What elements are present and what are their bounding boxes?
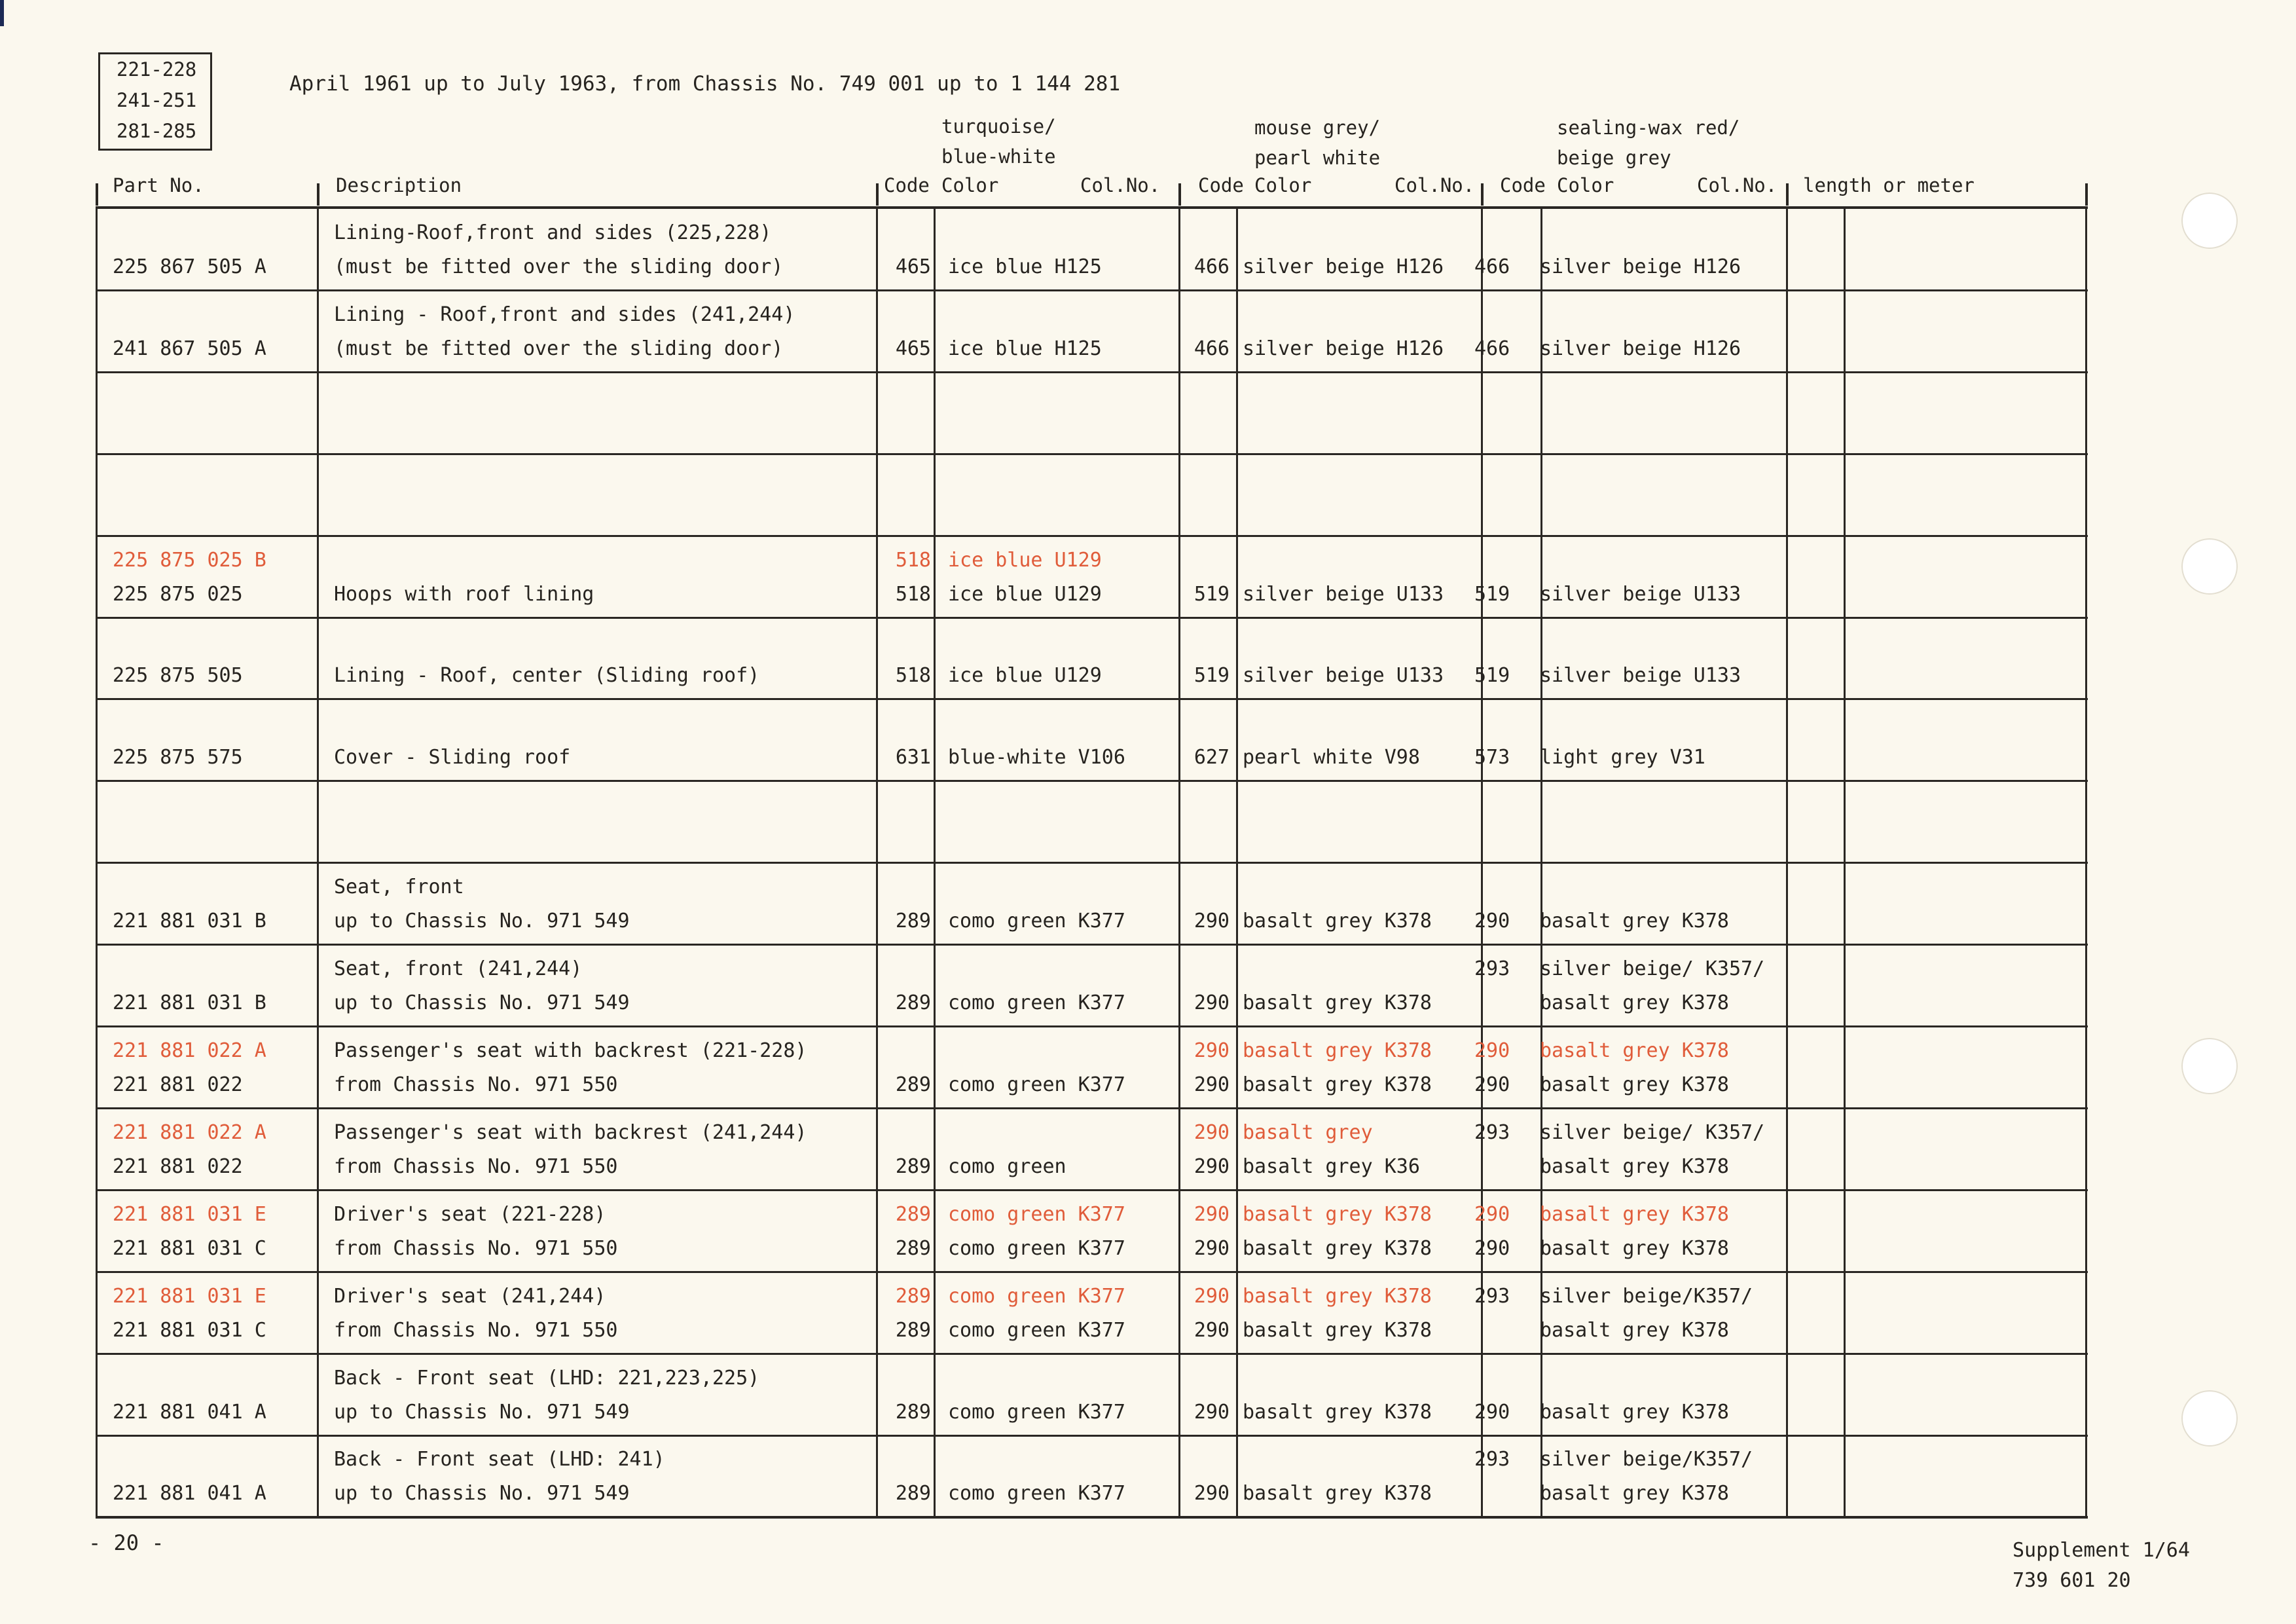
- part-number: 221 881 022: [113, 1073, 243, 1096]
- color-group-turquoise: [941, 111, 1056, 172]
- header-color-3: Color: [1557, 174, 1614, 196]
- part-description: Driver's seat (221-228): [334, 1202, 606, 1226]
- color-name-and-number: como green K377: [948, 910, 1125, 933]
- color-code-superseded: 290: [1194, 1202, 1230, 1226]
- color-name-superseded: basalt grey K378: [1243, 1202, 1432, 1226]
- color-code: 465: [895, 337, 931, 360]
- color-name-and-number: basalt grey K378: [1243, 1482, 1432, 1505]
- color-code: 519: [1474, 582, 1510, 606]
- part-description: Seat, front: [334, 876, 464, 899]
- part-number-superseded: 221 881 022 A: [113, 1039, 266, 1062]
- color-name-and-number: silver beige/ K357/: [1540, 1120, 1765, 1144]
- color-name-and-number: basalt grey K378: [1243, 910, 1432, 933]
- color-name-and-number: como green K377: [948, 1482, 1125, 1505]
- color-name-and-number: como green: [948, 1154, 1066, 1178]
- table-row-rule: [96, 1435, 2088, 1437]
- color-name-and-number: ice blue H125: [948, 337, 1102, 360]
- header-color-1: Color: [941, 174, 999, 196]
- color-name-and-number: silver beige H126: [1540, 255, 1741, 278]
- color-name-and-number: silver beige H126: [1243, 255, 1444, 278]
- color-name-and-number: basalt grey K378: [1540, 1154, 1729, 1178]
- color-name-and-number: ice blue U129: [948, 664, 1102, 688]
- table-row-rule: [96, 535, 2088, 537]
- table-row-rule: [96, 371, 2088, 373]
- color-code: 466: [1474, 337, 1510, 360]
- color-code: 290: [1194, 1236, 1230, 1260]
- model-number-box: [98, 52, 212, 151]
- color-code: 519: [1194, 582, 1230, 606]
- color-name-and-number: basalt grey K378: [1540, 910, 1729, 933]
- color-name-superseded: basalt grey K378: [1243, 1284, 1432, 1308]
- part-description: up to Chassis No. 971 549: [334, 1400, 630, 1424]
- part-number: 225 875 025: [113, 582, 243, 606]
- scan-edge-mark: [0, 0, 4, 26]
- color-name-superseded: basalt grey K378: [1540, 1039, 1729, 1062]
- part-description: from Chassis No. 971 550: [334, 1236, 618, 1260]
- part-number: 221 881 031 C: [113, 1236, 266, 1260]
- color-code: 290: [1474, 910, 1510, 933]
- color-group-sealing-wax-red: [1557, 113, 1740, 173]
- table-row-rule: [96, 862, 2088, 864]
- header-code-1: Code: [884, 174, 930, 196]
- color-code: 627: [1194, 746, 1230, 769]
- color-code: 289: [895, 1154, 931, 1178]
- catalog-number: 739 601 20: [2013, 1569, 2131, 1592]
- table-row-rule: [96, 289, 2088, 291]
- color-name-and-number: como green K377: [948, 1073, 1125, 1096]
- table-row-rule: [96, 1271, 2088, 1273]
- supplement-note: [2013, 1536, 2190, 1596]
- model-range-1: 221-228: [117, 58, 197, 81]
- color-code: 293: [1474, 1120, 1510, 1144]
- header-part-no: Part No.: [113, 174, 204, 196]
- color-name-and-number: como green K377: [948, 991, 1125, 1014]
- table-row-rule: [96, 1025, 2088, 1027]
- color-group-line: blue-white: [941, 145, 1056, 168]
- color-name-superseded: ice blue U129: [948, 548, 1102, 572]
- color-code: 290: [1194, 1154, 1230, 1178]
- part-description: Cover - Sliding roof: [334, 746, 571, 769]
- part-number: 221 881 031 B: [113, 991, 266, 1014]
- part-description: from Chassis No. 971 550: [334, 1073, 618, 1096]
- color-code: 290: [1194, 1073, 1230, 1096]
- color-code: 293: [1474, 1448, 1510, 1471]
- table-row-rule: [96, 944, 2088, 946]
- header-tick: [317, 183, 319, 206]
- part-description: (must be fitted over the sliding door): [334, 337, 784, 360]
- part-description: from Chassis No. 971 550: [334, 1318, 618, 1342]
- color-name-superseded: como green K377: [948, 1284, 1125, 1308]
- color-code: 290: [1194, 1482, 1230, 1505]
- header-tick: [1178, 183, 1181, 206]
- table-bottom-rule: [96, 1516, 2088, 1519]
- color-code-superseded: 290: [1194, 1039, 1230, 1062]
- color-code: 293: [1474, 957, 1510, 980]
- color-code: 289: [895, 910, 931, 933]
- header-tick: [1786, 183, 1789, 206]
- color-name-and-number: basalt grey K378: [1243, 1073, 1432, 1096]
- color-name-and-number: silver beige U133: [1540, 664, 1741, 688]
- color-group-line: sealing-wax red/: [1557, 117, 1740, 139]
- color-code: 289: [895, 1073, 931, 1096]
- color-code-superseded: 290: [1474, 1202, 1510, 1226]
- color-code: 290: [1194, 1400, 1230, 1424]
- color-name-and-number: silver beige/K357/: [1540, 1448, 1753, 1471]
- color-name-and-number: basalt grey K378: [1243, 991, 1432, 1014]
- header-tick: [1481, 183, 1484, 206]
- color-code: 466: [1474, 255, 1510, 278]
- color-name-and-number: pearl white V98: [1243, 746, 1420, 769]
- color-group-mouse-grey: [1254, 113, 1380, 173]
- part-number-superseded: 221 881 022 A: [113, 1120, 266, 1144]
- model-range-2: 241-251: [117, 89, 197, 111]
- header-code-3: Code: [1500, 174, 1546, 196]
- color-group-line: turquoise/: [941, 115, 1056, 138]
- part-number: 221 881 031 B: [113, 910, 266, 933]
- color-code-superseded: 289: [895, 1202, 931, 1226]
- color-code: 290: [1474, 1236, 1510, 1260]
- part-description: Passenger's seat with backrest (221-228): [334, 1039, 807, 1062]
- color-name-and-number: como green K377: [948, 1318, 1125, 1342]
- color-name-and-number: silver beige U133: [1243, 582, 1444, 606]
- color-code: 289: [895, 1318, 931, 1342]
- part-description: from Chassis No. 971 550: [334, 1154, 618, 1178]
- part-description: Lining - Roof,front and sides (241,244): [334, 303, 795, 326]
- part-number: 221 881 041 A: [113, 1400, 266, 1424]
- color-code: 465: [895, 255, 931, 278]
- part-description: up to Chassis No. 971 549: [334, 1482, 630, 1505]
- color-code: 293: [1474, 1284, 1510, 1308]
- color-group-line: mouse grey/: [1254, 117, 1381, 139]
- color-code: 289: [895, 991, 931, 1014]
- part-number: 221 881 031 C: [113, 1318, 266, 1342]
- table-row-rule: [96, 617, 2088, 619]
- supplement-label: Supplement 1/64: [2013, 1539, 2190, 1562]
- color-code: 631: [895, 746, 931, 769]
- part-number: 221 881 022: [113, 1154, 243, 1178]
- header-colno-3: Col.No.: [1697, 174, 1777, 196]
- color-name-and-number: silver beige/ K357/: [1540, 957, 1765, 980]
- header-code-2: Code: [1198, 174, 1244, 196]
- color-code-superseded: 518: [895, 548, 931, 572]
- color-code: 290: [1194, 1318, 1230, 1342]
- header-description: Description: [336, 174, 462, 196]
- color-group-line: pearl white: [1254, 147, 1381, 169]
- part-description: up to Chassis No. 971 549: [334, 991, 630, 1014]
- part-number-superseded: 221 881 031 E: [113, 1284, 266, 1308]
- header-colno-2: Col.No.: [1394, 174, 1475, 196]
- color-code-superseded: 289: [895, 1284, 931, 1308]
- color-code: 290: [1194, 910, 1230, 933]
- color-name-and-number: silver beige/K357/: [1540, 1284, 1753, 1308]
- binder-hole: [2181, 193, 2238, 249]
- table-top-rule: [96, 206, 2088, 209]
- color-name-and-number: silver beige H126: [1243, 337, 1444, 360]
- header-tick: [2085, 183, 2088, 206]
- color-code-superseded: 290: [1194, 1284, 1230, 1308]
- color-code: 290: [1194, 991, 1230, 1014]
- color-code: 466: [1194, 337, 1230, 360]
- color-code: 289: [895, 1400, 931, 1424]
- color-name-and-number: basalt grey K378: [1540, 991, 1729, 1014]
- table-row-rule: [96, 1189, 2088, 1191]
- part-description: Passenger's seat with backrest (241,244): [334, 1120, 807, 1144]
- color-code: 290: [1474, 1073, 1510, 1096]
- color-name-and-number: blue-white V106: [948, 746, 1125, 769]
- color-name-and-number: basalt grey K378: [1243, 1400, 1432, 1424]
- color-code-superseded: 290: [1474, 1039, 1510, 1062]
- part-description: (must be fitted over the sliding door): [334, 255, 784, 278]
- page-number: - 20 -: [88, 1530, 164, 1555]
- part-number: 221 881 041 A: [113, 1482, 266, 1505]
- color-name-and-number: silver beige U133: [1243, 664, 1444, 688]
- header-tick: [876, 183, 879, 206]
- color-code: 573: [1474, 746, 1510, 769]
- part-description: Back - Front seat (LHD: 241): [334, 1448, 665, 1471]
- binder-hole: [2181, 1390, 2238, 1447]
- color-name-superseded: basalt grey K378: [1243, 1039, 1432, 1062]
- part-number: 225 867 505 A: [113, 255, 266, 278]
- color-name-and-number: basalt grey K378: [1540, 1400, 1729, 1424]
- color-name-and-number: silver beige H126: [1540, 337, 1741, 360]
- color-name-and-number: basalt grey K378: [1540, 1482, 1729, 1505]
- color-code: 519: [1474, 664, 1510, 688]
- color-code: 290: [1474, 1400, 1510, 1424]
- part-description: Hoops with roof lining: [334, 582, 594, 606]
- table-row-rule: [96, 780, 2088, 782]
- part-number: 225 875 505: [113, 664, 243, 688]
- color-code: 518: [895, 664, 931, 688]
- header-length: length or meter: [1803, 174, 1975, 196]
- color-name-and-number: como green K377: [948, 1400, 1125, 1424]
- part-number: 241 867 505 A: [113, 337, 266, 360]
- color-name-and-number: light grey V31: [1540, 746, 1705, 769]
- header-color-2: Color: [1254, 174, 1312, 196]
- binder-hole: [2181, 1038, 2238, 1094]
- header-colno-1: Col.No.: [1080, 174, 1161, 196]
- table-row-rule: [96, 453, 2088, 455]
- binder-hole: [2181, 538, 2238, 595]
- color-name-and-number: basalt grey K378: [1540, 1318, 1729, 1342]
- color-name-and-number: basalt grey K378: [1540, 1236, 1729, 1260]
- part-description: Driver's seat (241,244): [334, 1284, 606, 1308]
- part-description: up to Chassis No. 971 549: [334, 910, 630, 933]
- color-name-superseded: basalt grey: [1243, 1120, 1373, 1144]
- part-description: Lining-Roof,front and sides (225,228): [334, 221, 772, 244]
- color-name-and-number: ice blue U129: [948, 582, 1102, 606]
- color-code: 466: [1194, 255, 1230, 278]
- color-code: 519: [1194, 664, 1230, 688]
- part-number: 225 875 575: [113, 746, 243, 769]
- color-code: 289: [895, 1236, 931, 1260]
- part-description: Lining - Roof, center (Sliding roof): [334, 664, 760, 688]
- color-name-and-number: silver beige U133: [1540, 582, 1741, 606]
- header-tick: [96, 183, 98, 206]
- part-number-superseded: 225 875 025 B: [113, 548, 266, 572]
- model-range-3: 281-285: [117, 120, 197, 142]
- color-name-and-number: basalt grey K36: [1243, 1154, 1420, 1178]
- part-number-superseded: 221 881 031 E: [113, 1202, 266, 1226]
- table-row-rule: [96, 698, 2088, 700]
- color-code-superseded: 290: [1194, 1120, 1230, 1144]
- production-range-title: April 1961 up to July 1963, from Chassis No. 749 001 up to 1 144 281: [289, 72, 1121, 96]
- color-name-superseded: como green K377: [948, 1202, 1125, 1226]
- color-name-and-number: ice blue H125: [948, 255, 1102, 278]
- part-description: Seat, front (241,244): [334, 957, 583, 980]
- color-name-and-number: basalt grey K378: [1243, 1318, 1432, 1342]
- color-name-and-number: basalt grey K378: [1540, 1073, 1729, 1096]
- color-name-and-number: basalt grey K378: [1243, 1236, 1432, 1260]
- part-description: Back - Front seat (LHD: 221,223,225): [334, 1366, 760, 1390]
- color-code: 518: [895, 582, 931, 606]
- color-name-and-number: como green K377: [948, 1236, 1125, 1260]
- table-row-rule: [96, 1353, 2088, 1355]
- table-row-rule: [96, 1107, 2088, 1109]
- color-group-line: beige grey: [1557, 147, 1671, 169]
- color-code: 289: [895, 1482, 931, 1505]
- color-name-superseded: basalt grey K378: [1540, 1202, 1729, 1226]
